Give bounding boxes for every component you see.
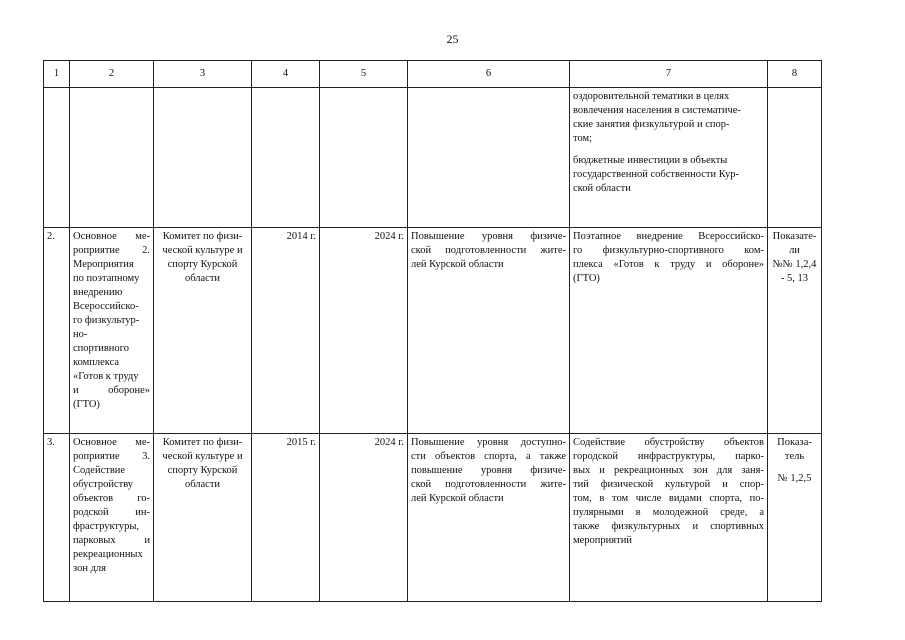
text-line: обустройству [73,479,134,490]
text-line: по поэтапному [73,273,140,284]
text-line: бюджетные инвестиции в объекты [573,155,728,166]
text-line: Показате- [772,231,817,242]
text-line: Основное ме- [73,231,150,242]
directions-cell [570,434,768,602]
text-line: Содействие [73,465,126,476]
text-line: области [184,273,221,284]
text-line: (ГТО) [73,399,100,410]
text-line: также физкультурных и спортивных [573,521,764,532]
text-line: том; [573,133,593,144]
text-line: Повышение уровня доступно- [411,437,566,448]
text-line: Показа- [777,437,812,448]
text-line: ской подготовленности жите- [411,479,566,490]
text-line: го физкультурно-спортивного ком- [573,245,764,256]
column-header: 1 [44,61,70,88]
text-line: фраструктуры, [73,521,140,532]
cell-empty [320,88,408,228]
text-line: Повышение уровня физиче- [411,231,566,242]
text-line: Основное ме- [73,437,150,448]
column-header: 7 [570,61,768,88]
text-line: оздоровительной тематики в целях [573,91,730,102]
result-cell [408,228,570,434]
event-cell [70,434,154,602]
text-line: повышение уровня физиче- [411,465,566,476]
text-line: парковых и [73,535,150,546]
text-line: спорту Курской [167,465,238,476]
text-line: комплекса [73,357,120,368]
cell-empty [70,88,154,228]
executor-cell [154,434,252,602]
continuation-row [44,88,822,228]
cell-empty [44,88,70,228]
text-line: ческой культуре и [162,451,243,462]
text-line: Комитет по физи- [162,437,243,448]
text-line: мероприятий [573,535,632,546]
text-line: и обороне» [73,385,150,396]
text-line: Мероприятия [73,259,134,270]
page-number: 25 [446,32,459,46]
cell-empty [408,88,570,228]
column-header: 6 [408,61,570,88]
text-line: зон для [73,563,106,574]
text-line: спорту Курской [167,259,238,270]
directions-cell [570,228,768,434]
text-line: роприятие 2. [73,245,150,256]
text-line: ские занятия физкультурой и спор- [573,119,730,130]
column-header: 3 [154,61,252,88]
text-line: том, в том числе видами спорта, по- [573,493,764,504]
cell-empty [154,88,252,228]
text-line: вых и рекреационных зон для заня- [573,465,764,476]
text-line: внедрению [73,287,123,298]
column-number-row [44,61,822,88]
text-line: лей Курской области [411,259,504,270]
text-line: родской ин- [73,507,150,518]
text-line: Всероссийско- [73,301,139,312]
column-header: 2 [70,61,154,88]
table-row [44,228,822,434]
text-line: Поэтапное внедрение Всероссийско- [573,231,764,242]
text-line: го физкультур- [73,315,140,326]
text-line: государственной собственности Кур- [573,169,739,180]
text-line: Комитет по физи- [162,231,243,242]
row-number: 2. [44,228,70,434]
text-line: городской инфраструктуры, парко- [573,451,764,462]
table-row [44,434,822,602]
indicators-cell [768,228,822,434]
start-year: 2014 г. [252,228,320,434]
text-line: №№ 1,2,4 [772,259,817,270]
indicators-cell [768,434,822,602]
text-line: - 5, 13 [780,273,809,284]
text-line: Содействие обустройству объектов [573,437,764,448]
text-line: сти объектов спорта, а также [411,451,566,462]
text-line: плекса «Готов к труду и обороне» [573,259,764,270]
executor-cell [154,228,252,434]
start-year: 2015 г. [252,434,320,602]
column-header: 4 [252,61,320,88]
text-line: вовлечения населения в систематиче- [573,105,741,116]
row-number: 3. [44,434,70,602]
text-line: области [184,479,221,490]
text-line: спортивного [73,343,129,354]
text-line: роприятие 3. [73,451,150,462]
text-line: «Готов к труду [73,371,139,382]
event-cell [70,228,154,434]
text-line: (ГТО) [573,273,600,284]
text-line: лей Курской области [411,493,504,504]
text-line: пулярными в молодежной среде, а [573,507,764,518]
text-line: объектов го- [73,493,150,504]
text-line: рекреационных [73,549,143,560]
text-line: ской области [573,183,631,194]
end-year: 2024 г. [320,228,408,434]
text-line: № 1,2,5 [777,473,812,484]
text-line: тий физической культурой и спор- [573,479,764,490]
text-line: тель [784,451,805,462]
result-cell [408,434,570,602]
program-table [43,60,822,602]
end-year: 2024 г. [320,434,408,602]
text-line: но- [73,329,88,340]
text-line: ли [789,245,800,256]
column-header: 5 [320,61,408,88]
cell-continued-directions [570,88,768,228]
text-line: ческой культуре и [162,245,243,256]
cell-empty [252,88,320,228]
text-line: ской подготовленности жите- [411,245,566,256]
column-header: 8 [768,61,822,88]
cell-empty [768,88,822,228]
